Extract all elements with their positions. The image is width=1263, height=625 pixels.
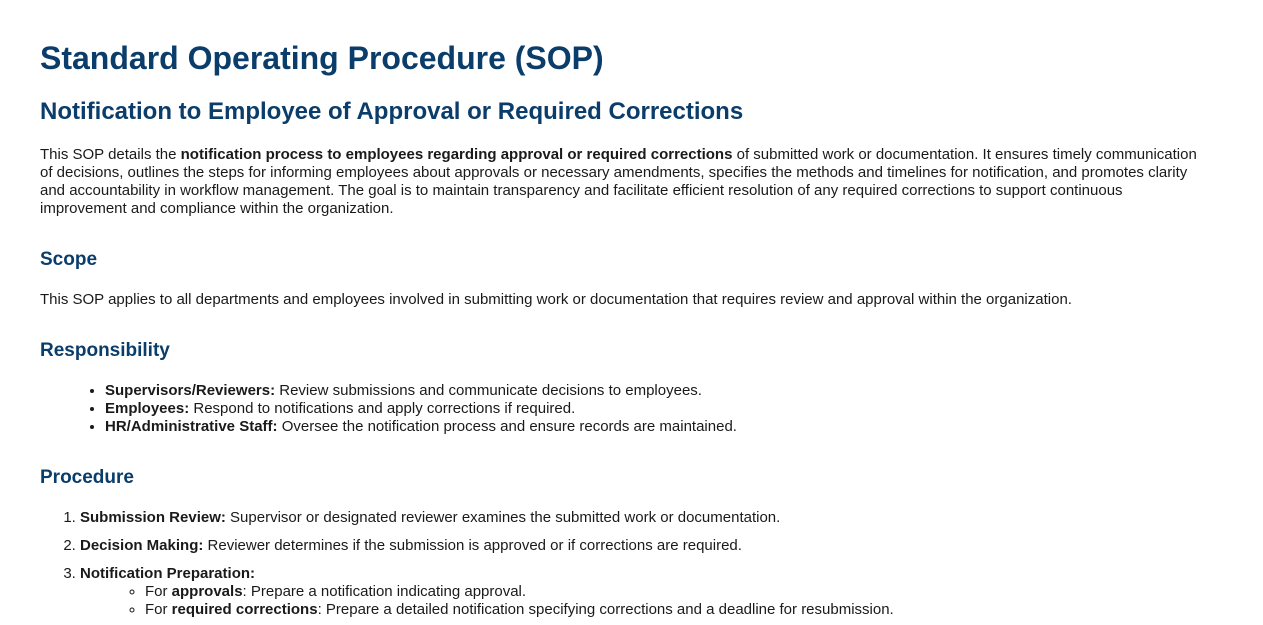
responsibility-item — [105, 400, 737, 418]
scope-heading: Scope — [40, 249, 98, 270]
responsibility-item-text: Respond to notifications and apply corrections if required. — [189, 400, 576, 417]
intro-text-after: of submitted work or documentation. It ensures timely communication of decisions, outlines the steps for informing employees about approvals or necessary amendments, specifies the methods and timelines for notification, and promotes clarity and accountability in workflow management. The goal is to maintain transparency and facilitate efficient resolution of any required corrections to support continuous improvement and compliance within the organization. — [40, 146, 1197, 217]
responsibility-list — [40, 382, 737, 436]
responsibility-item-label: Supervisors/Reviewers: — [105, 382, 276, 399]
page-title: Standard Operating Procedure (SOP) — [40, 40, 604, 76]
responsibility-item-label: HR/Administrative Staff: — [105, 418, 278, 435]
procedure-list — [40, 509, 894, 619]
procedure-step-label: Notification Preparation: — [80, 565, 256, 582]
intro-text-before: This SOP details the — [40, 146, 181, 163]
procedure-substep-list — [80, 583, 894, 619]
responsibility-item-label: Employees: — [105, 400, 190, 417]
procedure-step-text: Supervisor or designated reviewer examines the submitted work or documentation. — [225, 509, 781, 526]
procedure-substep — [145, 583, 894, 601]
procedure-substep — [145, 601, 894, 619]
substep-prefix: For — [145, 601, 172, 618]
responsibility-item — [105, 418, 737, 436]
intro-paragraph — [40, 146, 1210, 218]
responsibility-item-text: Review submissions and communicate decisions to employees. — [275, 382, 702, 399]
substep-bold: required corrections — [171, 601, 318, 618]
procedure-step — [80, 537, 894, 555]
procedure-step — [80, 509, 894, 527]
procedure-step — [80, 565, 894, 619]
substep-prefix: For — [145, 583, 172, 600]
procedure-step-label: Decision Making: — [80, 537, 204, 554]
substep-text: : Prepare a detailed notification specifying corrections and a deadline for resubmission. — [317, 601, 894, 618]
intro-text-bold: notification process to employees regarding approval or required corrections — [180, 146, 733, 163]
responsibility-heading: Responsibility — [40, 340, 170, 361]
scope-text: This SOP applies to all departments and employees involved in submitting work or documentation that requires review and approval within the organization. — [40, 291, 1072, 308]
procedure-heading: Procedure — [40, 467, 134, 488]
procedure-step-text: Reviewer determines if the submission is approved or if corrections are required. — [203, 537, 742, 554]
substep-bold: approvals — [171, 583, 243, 600]
responsibility-item — [105, 382, 737, 400]
substep-text: : Prepare a notification indicating approval. — [242, 583, 527, 600]
procedure-step-label: Submission Review: — [80, 509, 226, 526]
page-subtitle: Notification to Employee of Approval or Required Corrections — [40, 98, 744, 125]
responsibility-item-text: Oversee the notification process and ensure records are maintained. — [277, 418, 737, 435]
